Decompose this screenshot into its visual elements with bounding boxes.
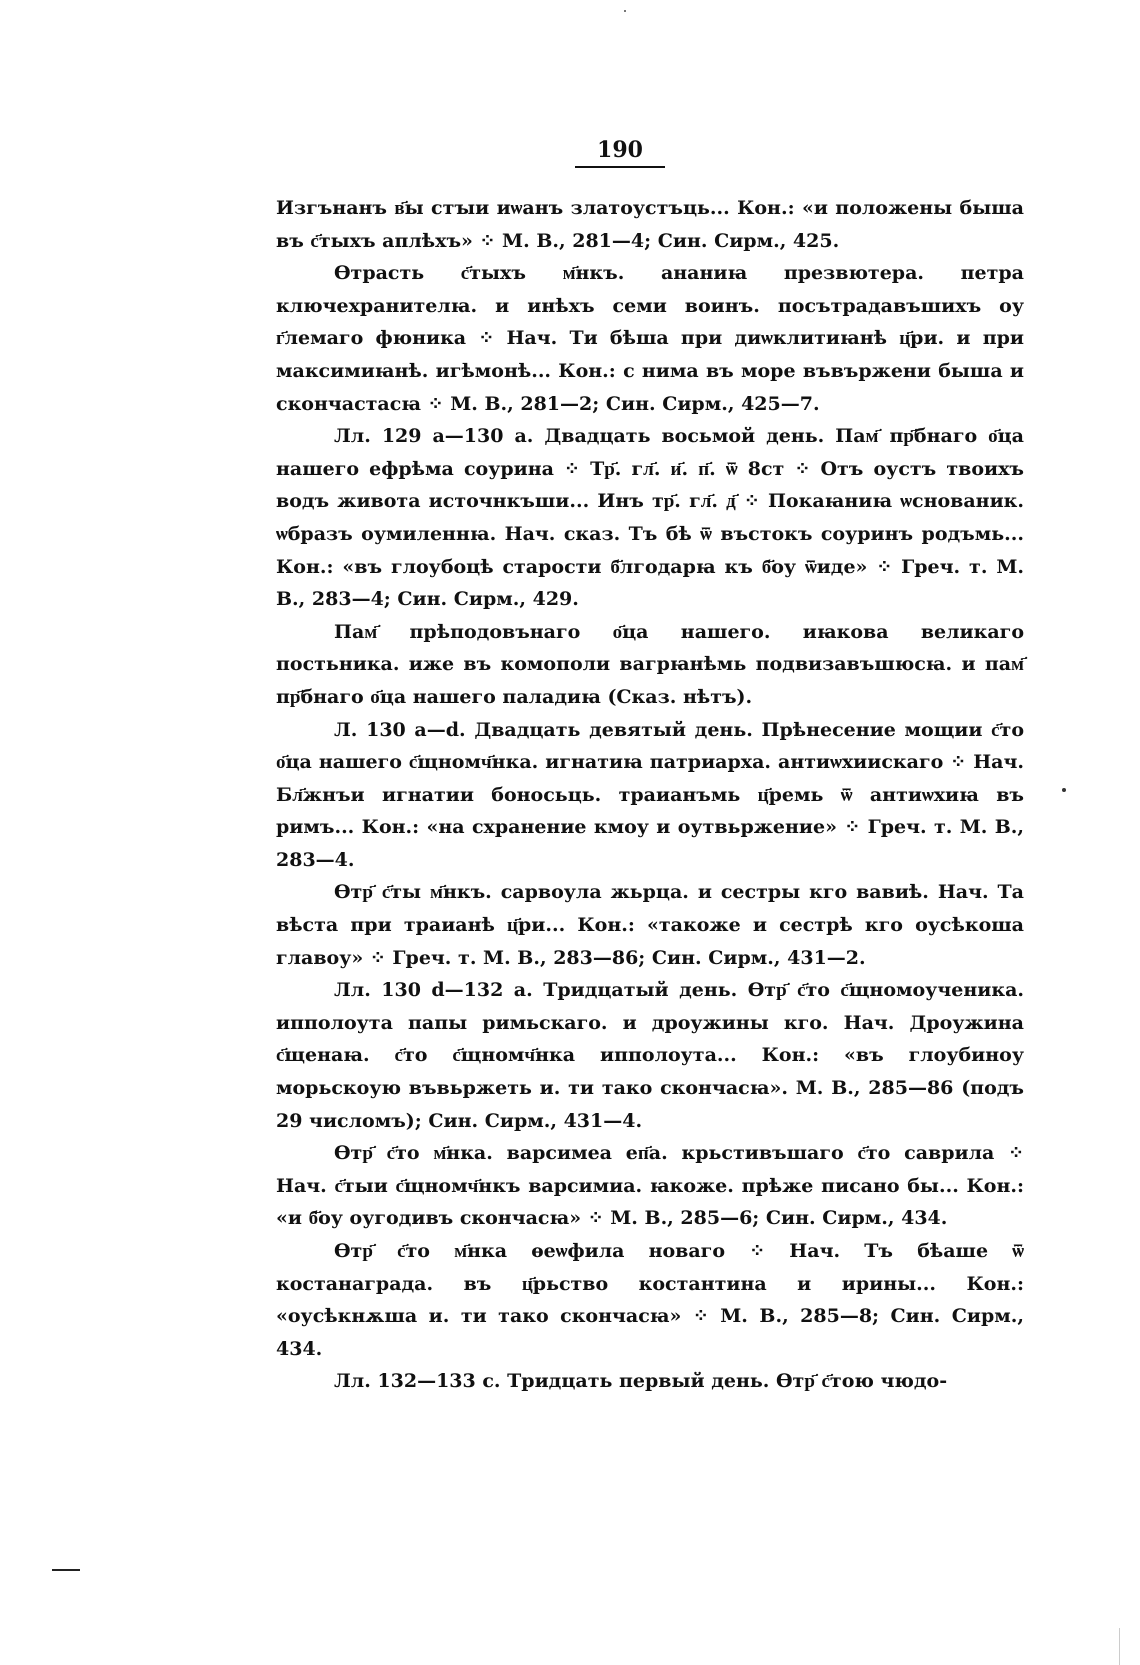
page-number: 190: [575, 136, 665, 168]
paragraph: Лл. 130 d—132 a. Тридцатый день. Ѳтр҃ с҃то с҃щномоученика. ипполоута папы римьскаго. и дроужины кго. Нач. Дроужина с҃щенаꙗ. с҃то с҃щномч҃нка ипполоута... Кон.: «въ глоубиноу морьскоую въвьржеть и. ти тако скончасꙗ». М. В., 285—86 (подъ 29 числомъ); Син. Сирм., 431—4.: [276, 979, 1024, 1132]
scan-speck: [624, 10, 626, 12]
paragraph: Лл. 129 a—130 a. Двадцать восьмой день. Пам҃ пр҃бнаго о҃ца нашего ефрѣма соурина ⁘ Тр҃. гл҃. и҃. п҃. ѿ 8ст ⁘ Отъ оустъ твоихъ водъ живота источнкъши... Инъ тр҃. гл҃. д҃ ⁘ Покаꙗниꙗ ѡснованик. ѡбразъ оумиленнꙗ. Нач. сказ. Тъ бѣ ѿ въстокъ соуринъ родъмь... Кон.: «въ глоубоцѣ старости б҃лгодарꙗ къ б҃оу ѿиде» ⁘ Греч. т. М. В., 283—4; Син. Сирм., 429.: [276, 425, 1024, 611]
paragraph: Л. 130 a—d. Двадцать девятый день. Прѣнесение мощии с҃то о҃ца нашего с҃щномч҃нка. игнатиꙗ патриарха. антиѡхиискаго ⁘ Нач. Бл҃жнъи игнатии боносьць. трaианъмь ц҃ремь ѿ антиѡхиꙗ въ римъ... Кон.: «на схранение кмоу и оутвьржение» ⁘ Греч. т. М. В., 283—4.: [276, 718, 1024, 871]
paragraph: Лл. 132—133 c. Тридцать первый день. Ѳтр҃ с҃тою чюдо-: [334, 1370, 948, 1393]
paragraph: Пам҃ прѣподовънаго о҃ца нашего. иꙗкова великаго постьника. иже въ комополи вагрꙗнѣмь подвизавъшюсꙗ. и пам҃ пр҃бнаго о҃ца нашего паладиꙗ (Сказ. нѣтъ).: [276, 620, 1024, 708]
paragraph: Ѳтр҃ с҃ты м҃нкъ. сарвоула жьрца. и сестры кго вавиѣ. Нач. Та вѣста при трaианѣ ц҃ри... Кон.: «такоже и сестрѣ кго оусѣкоша главоу» ⁘ Греч. т. М. В., 283—86; Син. Сирм., 431—2.: [276, 881, 1024, 969]
margin-dash: [52, 1569, 80, 1571]
paragraph: Ѳтр҃ с҃то м҃нка. варсимеа еп҃а. крьстивъшаго с҃то саврила ⁘ Нач. с҃тыи с҃щномч҃нкъ варсимиа. ꙗкоже. прѣже писано бы... Кон.: «и б҃оу оугодивъ скончасꙗ» ⁘ М. В., 285—6; Син. Сирм., 434.: [276, 1142, 1024, 1230]
scan-edge-line: [1119, 1628, 1120, 1665]
margin-dot: [1062, 788, 1066, 792]
text-body: [276, 192, 1024, 1398]
paragraph: Изгънанъ в҃ы стꙑи иѡанъ златоустъць... Кон.: «и положены быша въ с҃тыхъ аплѣхъ» ⁘ М. В., 281—4; Син. Сирм., 425.: [276, 197, 1024, 252]
paragraph: Ѳтрасть с҃тыхъ м҃нкъ. ананиꙗ презвютера. петра ключехранителꙗ. и инѣхъ семи воинъ. посътрадавъшихъ оу г҃лемаго фюника ⁘ Нач. Ти бѣша при диѡклитиꙗнѣ ц҃ри. и при максимиꙗнѣ. игѣмонѣ... Кон.: с нима въ море въвържени быша и скончастасꙗ ⁘ М. В., 281—2; Син. Сирм., 425—7.: [276, 262, 1024, 415]
paragraph: Ѳтр҃ с҃то м҃нка ѳеѡфила новаго ⁘ Нач. Тъ бѣаше ѿ костанаграда. въ ц҃рьство костантина и ирины... Кон.: «оусѣкнѫша и. ти тако скончасꙗ» ⁘ М. В., 285—8; Син. Сирм., 434.: [276, 1240, 1024, 1360]
